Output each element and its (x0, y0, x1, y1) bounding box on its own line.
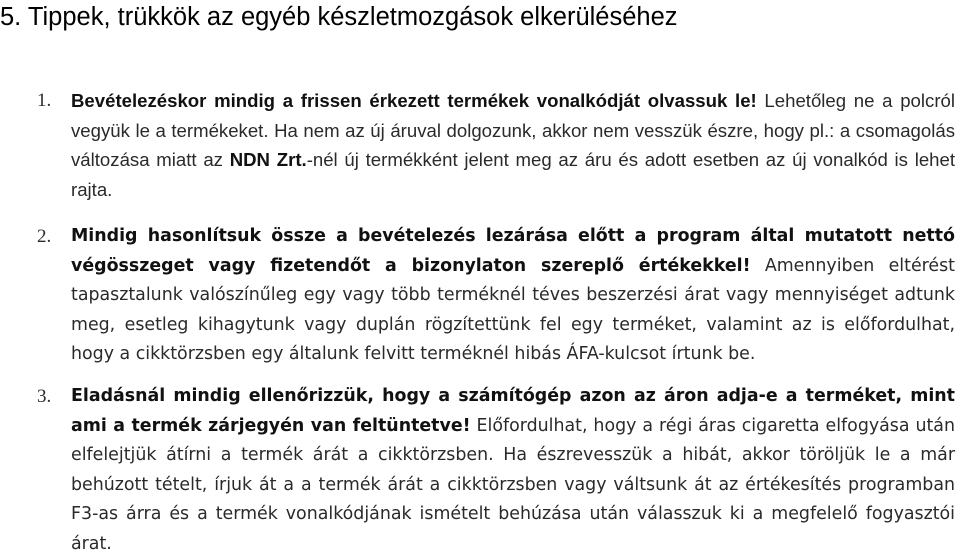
list-item-number: 1. (37, 90, 52, 111)
list-item-bold-lead: Eladásnál mindig ellenőrizzük, hogy a számítógép azon az áron adja-e a terméket, mint ami a termék zárjegyén van feltüntetve! (71, 386, 955, 436)
section-heading: 5. Tippek, trükkök az egyéb készletmozgások elkerüléséhez (0, 3, 678, 31)
list-item-text-end: -nél új termékként jelent meg az áru és adott esetben az új vonalkód is lehet rajta. (71, 149, 956, 200)
list-item-2 (37, 222, 955, 370)
list-item-1 (37, 86, 956, 204)
list-item-text: Lehetőleg ne a polcról vegyük le a termékeket. Ha nem az új áruval dolgozunk, akkor nem vesszük észre, hogy pl.: a csomagolás változása miatt az (71, 90, 955, 171)
list-item-number: 2. (37, 226, 52, 247)
list-item-bold-lead: Mindig hasonlítsuk össze a bevételezés lezárása előtt a program által mutatott nettó végösszeget vagy fizetendőt a bizonylaton szereplő értékekkel! (71, 226, 955, 276)
list-item-bold-lead: Bevételezéskor mindig a frissen érkezett termékek vonalkódját olvassuk le! (71, 90, 757, 111)
list-item-number: 3. (37, 386, 52, 407)
list-item-text: Amennyiben eltérést tapasztalunk valószínűleg egy vagy több terméknél téves beszerzési árat vagy mennyiséget adtunk meg, esetleg kihagytunk vagy duplán rögzítettünk fel egy terméket, valamint az is előfordulhat, hogy a cikktörzsben egy általunk felvitt terméknél hibás ÁFA-kulcsot írtunk be. (71, 255, 955, 365)
list-item-3 (37, 382, 955, 560)
list-item-text: Előfordulhat, hogy a régi áras cigaretta elfogyása után elfelejtjük átírni a termék árát a cikktörzsben. Ha észrevesszük a hibát, akkor töröljük le a már behúzott tételt, írjuk át a a termék árát a cikktörzsben vagy váltsunk át az értékesítés programban F3-as árra és a termék vonalkódjának ismételt behúzása után válasszuk ki a megfelelő fogyasztói árat. (71, 415, 955, 554)
company-name: NDN Zrt. (229, 149, 307, 171)
